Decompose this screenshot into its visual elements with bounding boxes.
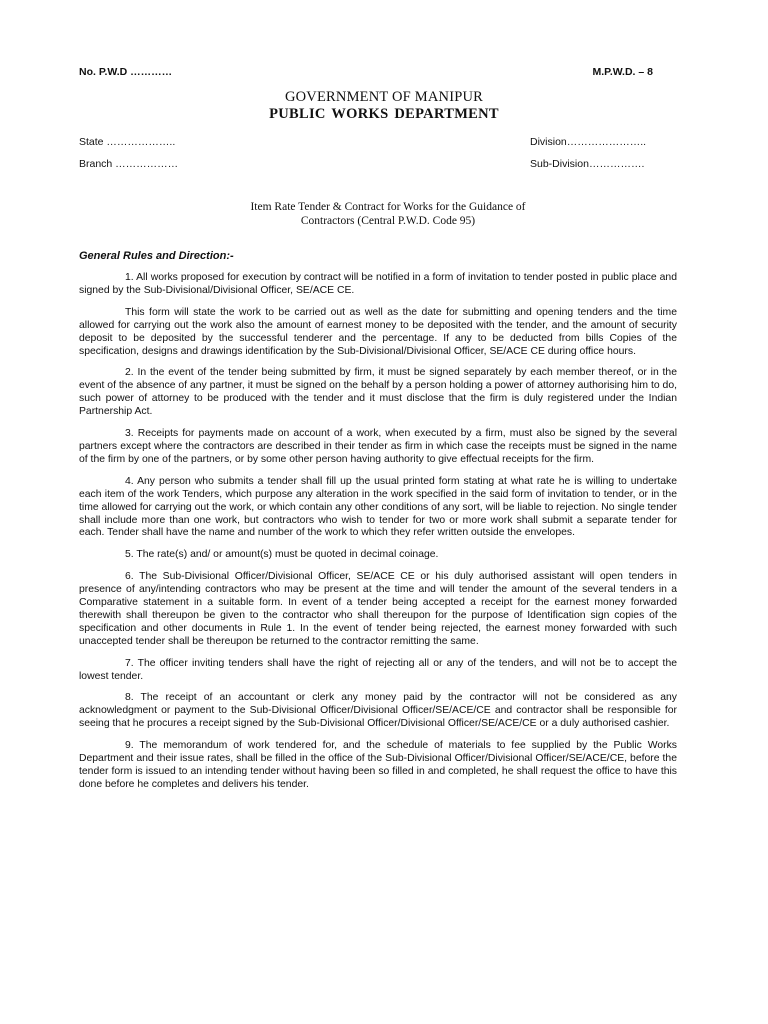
rule-paragraph: This form will state the work to be carried out as well as the date for submitting and opening tenders and the time allowed for carrying out the work also the amount of earnest money to be deposited with the tender, and the amount of security deposit to be deposited by the successful tenderer and the percentage. If any to be deducted from bills Copies of the specification, designs and drawings identification by the Sub-Divisional/Divisional Officer, SE/ACE CE during office hours. bbox=[79, 306, 677, 357]
department-title: PUBLIC WORKS DEPARTMENT bbox=[269, 106, 499, 122]
rules-body bbox=[79, 272, 677, 801]
pwd-number: No. P.W.D ………… bbox=[79, 66, 173, 78]
tender-title bbox=[0, 200, 768, 228]
sub-division-field: Sub-Division……………. bbox=[530, 158, 645, 170]
tender-title-line-2: Contractors (Central P.W.D. Code 95) bbox=[300, 215, 476, 227]
reference-row bbox=[79, 66, 653, 82]
rule-paragraph: 5. The rate(s) and/ or amount(s) must be quoted in decimal coinage. bbox=[125, 549, 439, 561]
division-field: Division………………….. bbox=[530, 136, 647, 148]
rules-heading: General Rules and Direction:- bbox=[79, 250, 234, 262]
rule-paragraph: 9. The memorandum of work tendered for, and the schedule of materials to fee supplied by the Public Works Department and their issue rates, shall be filled in the office of the Sub-Divisional Officer/Divisional Officer/SE/ACE/CE, before the tender form is issued to an intending tender without having been so filled in and completed, he shall request the office to have this done before he completes and delivers his tender. bbox=[79, 740, 677, 790]
rule-paragraph: 8. The receipt of an accountant or clerk any money paid by the contractor will not be considered as any acknowledgment or payment to the Sub-Divisional Officer/Divisional Officer/SE/ACE/CE and contractor shall be responsible for seeing that he procures a receipt signed by the Sub-Divisional Officer/Divisional Officer/SE/ACE/CE or a duly authorised cashier. bbox=[79, 692, 677, 730]
rule-paragraph: 2. In the event of the tender being submitted by firm, it must be signed separately by each member thereof, or in the event of the absence of any partner, it must be signed on the behalf by a person holding a power of attorney authorising him to do, such power of attorney to be produced with the tender and it must disclose that the firm is duly registered under the Indian Partnership Act. bbox=[79, 367, 677, 418]
rule-paragraph: 7. The officer inviting tenders shall have the right of rejecting all or any of the tenders, and will not be to accept the lowest tender. bbox=[79, 657, 677, 682]
branch-field: Branch ……………… bbox=[79, 158, 179, 170]
rule-paragraph: 3. Receipts for payments made on account of a work, when executed by a firm, must also be signed by the several partners except where the contractors are described in their tender as firm in which case the receipts must be signed in the name of the firm by one of the partners, or by some other person having authority to give effectual receipts for the firm. bbox=[79, 428, 677, 465]
tender-title-line-1: Item Rate Tender & Contract for Works for the Guidance of bbox=[250, 201, 526, 213]
rule-paragraph: 6. The Sub-Divisional Officer/Divisional Officer, SE/ACE CE or his duly authorised assistant will open tenders in presence of any/intending contractors who may be present at the time and will tender the amount of the several tenders in a Comparative statement in a suitable form. In event of a tender being accepted a receipt for the earnest money forwarded therewith shall thereupon be given to the contractor who shall thereupon for the purpose of Identification sign copies of the specification and other documents in Rule 1. In the event of tender being rejected, the earnest money forwarded with such unaccepted tender shall be thereupon be returned to the contractor remitting the same. bbox=[79, 571, 677, 647]
state-field: State ……………….. bbox=[79, 136, 176, 148]
government-title: GOVERNMENT OF MANIPUR bbox=[284, 89, 484, 105]
form-code: M.P.W.D. – 8 bbox=[592, 66, 653, 78]
rule-paragraph: 1. All works proposed for execution by contract will be notified in a form of invitation to tender posted in public place and signed by the Sub-Divisional/Divisional Officer, SE/ACE CE. bbox=[79, 272, 677, 296]
rule-paragraph: 4. Any person who submits a tender shall fill up the usual printed form stating at what rate he is willing to undertake each item of the work Tenders, which purpose any alteration in the work specified in the said form of invitation to tender, or in the time allowed for carrying out the work, or which contain any other conditions of any sort, will be liable to rejection. No single tender shall include more than one work, but contractors who wish to tender for two or more work shall submit a separate tender for each. Tender shall have the name and number of the work to which they refer written outside the envelopes. bbox=[79, 475, 677, 539]
